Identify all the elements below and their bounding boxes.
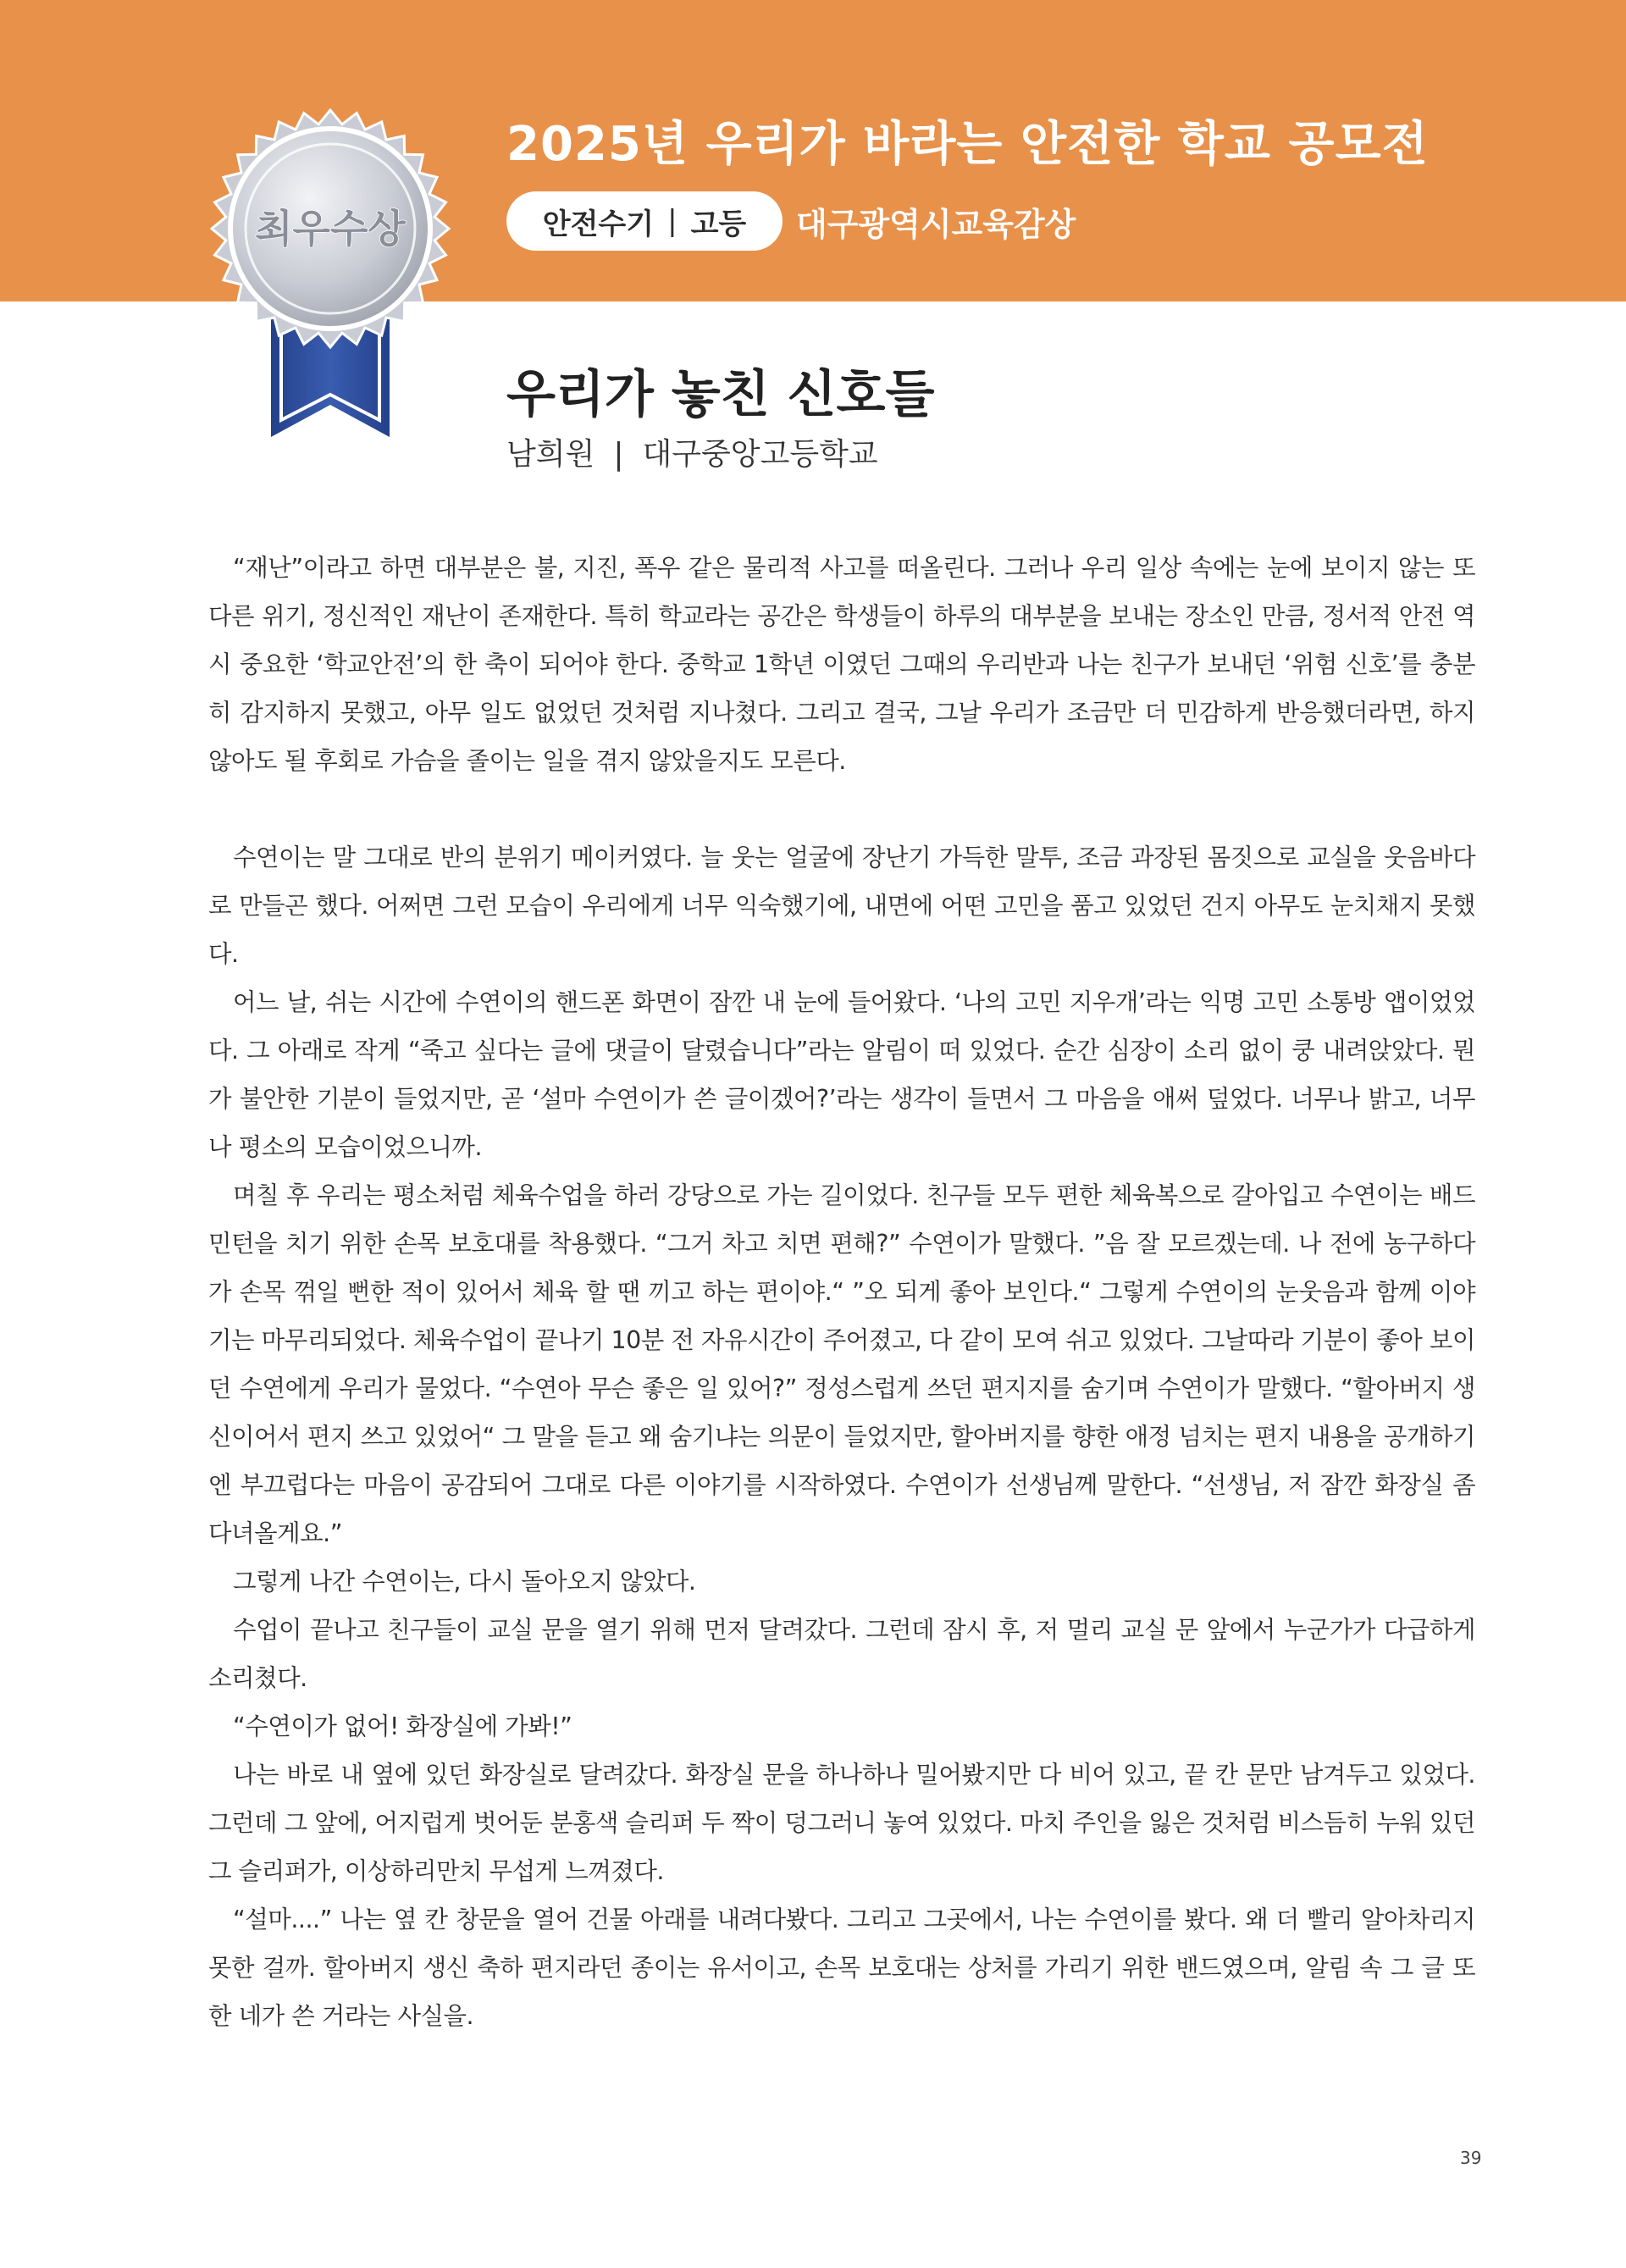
badge-text: 최우수상 bbox=[255, 206, 406, 252]
essay-body bbox=[208, 544, 1475, 2040]
pill-separator: | bbox=[667, 204, 678, 238]
category-label: 안전수기 bbox=[542, 207, 655, 241]
byline bbox=[506, 430, 878, 473]
paragraph: 수연이는 말 그대로 반의 분위기 메이커였다. 늘 웃는 얼굴에 장난기 가득한 말투, 조금 과장된 몸짓으로 교실을 웃음바다로 만들곤 했다. 어쩌면 그런 모습이 우리에게 너무 익숙했기에, 내면에 어떤 고민을 품고 있었던 건지 아무도 눈치채지 못했다. bbox=[208, 844, 1475, 968]
paragraph: “재난”이라고 하면 대부분은 불, 지진, 폭우 같은 물리적 사고를 떠올린다. 그러나 우리 일상 속에는 눈에 보이지 않는 또 다른 위기, 정신적인 재난이 존재한다. 특히 학교라는 공간은 학생들이 하루의 대부분을 보내는 장소인 만큼, 정서적 안전 역시 중요한 ‘학교안전’의 한 축이 되어야 한다. 중학교 1학년 이였던 그때의 우리반과 나는 친구가 보내던 ‘위험 신호’를 충분히 감지하지 못했고, 아무 일도 없었던 것처럼 지나쳤다. 그리고 결국, 그날 우리가 조금만 더 민감하게 반응했더라면, 하지 않아도 될 후회로 가슴을 졸이는 일을 겪지 않았을지도 모른다. bbox=[208, 554, 1475, 775]
paragraph: “수연이가 없어! 화장실에 가봐!” bbox=[233, 1712, 572, 1740]
award-name: 대구광역시교육감상 bbox=[796, 206, 1076, 243]
contest-title: 2025년 우리가 바라는 안전한 학교 공모전 bbox=[506, 117, 1429, 172]
award-badge bbox=[203, 98, 457, 445]
paragraph-gap bbox=[208, 785, 1475, 833]
paragraph: 수업이 끝나고 친구들이 교실 문을 열기 위해 먼저 달려갔다. 그런데 잠시 후, 저 멀리 교실 문 앞에서 누군가가 다급하게 소리쳤다. bbox=[208, 1616, 1475, 1692]
paragraph: 그렇게 나간 수연이는, 다시 돌아오지 않았다. bbox=[233, 1568, 696, 1596]
level-label: 고등 bbox=[690, 207, 747, 241]
byline-separator: | bbox=[613, 437, 624, 472]
category-pill bbox=[506, 191, 783, 251]
paragraph: “설마....” 나는 옆 칸 창문을 열어 건물 아래를 내려다봤다. 그리고 그곳에서, 나는 수연이를 봤다. 왜 더 빨리 알아차리지 못한 걸까. 할아버지 생신 축하 편지라던 종이는 유서이고, 손목 보호대는 상처를 가리기 위한 밴드였으며, 알림 속 그 글 또한 네가 쓴 거라는 사실을. bbox=[208, 1906, 1475, 2030]
page-number: 39 bbox=[1460, 2148, 1482, 2168]
essay-title: 우리가 놓친 신호들 bbox=[506, 365, 935, 424]
paragraph: 며칠 후 우리는 평소처럼 체육수업을 하러 강당으로 가는 길이었다. 친구들 모두 편한 체육복으로 갈아입고 수연이는 배드민턴을 치기 위한 손목 보호대를 착용했다. “그거 차고 치면 편해?” 수연이가 말했다. ”음 잘 모르겠는데. 나 전에 농구하다가 손목 꺾일 뻔한 적이 있어서 체육 할 땐 끼고 하는 편이야.“ ”오 되게 좋아 보인다.“ 그렇게 수연이의 눈웃음과 함께 이야기는 마무리되었다. 체육수업이 끝나기 10분 전 자유시간이 주어졌고, 다 같이 모여 쉬고 있었다. 그날따라 기분이 좋아 보이던 수연에게 우리가 물었다. “수연아 무슨 좋은 일 있어?” 정성스럽게 쓰던 편지지를 숨기며 수연이가 말했다. “할아버지 생신이어서 편지 쓰고 있었어“ 그 말을 듣고 왜 숨기냐는 의문이 들었지만, 할아버지를 향한 애정 넘치는 편지 내용을 공개하기엔 부끄럽다는 마음이 공감되어 그대로 다른 이야기를 시작하였다. 수연이가 선생님께 말한다. “선생님, 저 잠깐 화장실 좀 다녀올게요.” bbox=[208, 1181, 1475, 1547]
school-name: 대구중앙고등학교 bbox=[642, 437, 878, 472]
author-name: 남희원 bbox=[506, 437, 595, 472]
paragraph: 나는 바로 내 옆에 있던 화장실로 달려갔다. 화장실 문을 하나하나 밀어봤지만 다 비어 있고, 끝 칸 문만 남겨두고 있었다. 그런데 그 앞에, 어지럽게 벗어둔 분홍색 슬리퍼 두 짝이 덩그러니 놓여 있었다. 마치 주인을 잃은 것처럼 비스듬히 누워 있던 그 슬리퍼가, 이상하리만치 무섭게 느껴졌다. bbox=[208, 1761, 1475, 1885]
paragraph: 어느 날, 쉬는 시간에 수연이의 핸드폰 화면이 잠깐 내 눈에 들어왔다. ‘나의 고민 지우개’라는 익명 고민 소통방 앱이었었다. 그 아래로 작게 “죽고 싶다는 글에 댓글이 달렸습니다”라는 알림이 떠 있었다. 순간 심장이 소리 없이 쿵 내려앉았다. 뭔가 불안한 기분이 들었지만, 곧 ‘설마 수연이가 쓴 글이겠어?’라는 생각이 들면서 그 마음을 애써 덮었다. 너무나 밝고, 너무나 평소의 모습이었으니까. bbox=[208, 988, 1475, 1161]
